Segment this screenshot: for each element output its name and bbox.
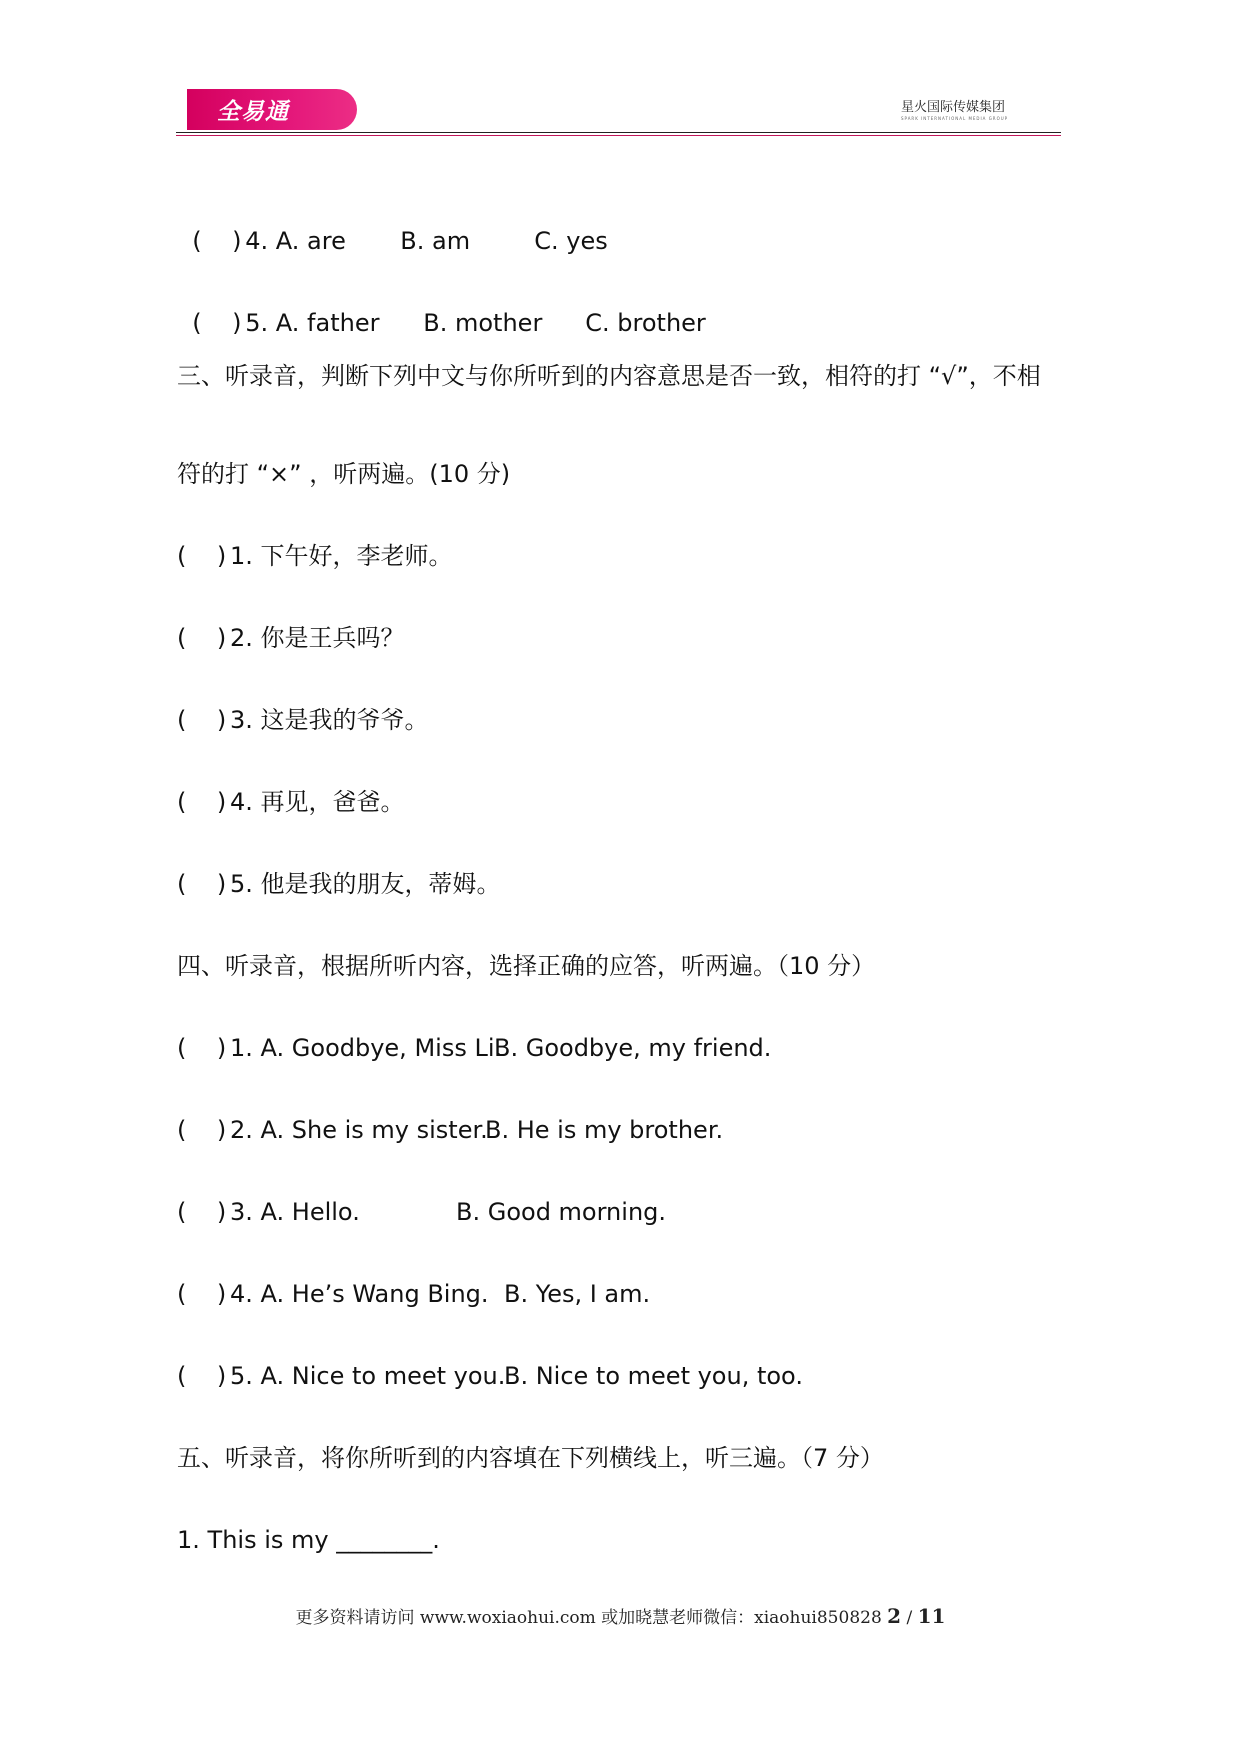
list-item (177, 1279, 650, 1309)
option-a: 2. A. She is my sister. (230, 1116, 488, 1144)
option-b: B. mother (423, 309, 543, 337)
item-text: 3. 这是我的爷爷。 (230, 706, 429, 734)
list-item (177, 705, 429, 735)
answer-blank[interactable]: ( ) (177, 1034, 227, 1062)
brand-subtitle: SPARK INTERNATIONAL MEDIA GROUP (901, 116, 1009, 121)
question-line (177, 278, 706, 338)
list-item (177, 541, 453, 571)
list-item (177, 1197, 666, 1227)
section-3-heading-cont: 符的打 “×” ，听两遍。(10 分) (177, 460, 511, 488)
section-4-heading: 四、听录音，根据所听内容，选择正确的应答，听两遍。（10 分） (177, 952, 876, 980)
item-text: 1. 下午好，李老师。 (230, 542, 453, 570)
option-b: B. Good morning. (456, 1198, 667, 1226)
section-5-heading: 五、听录音，将你所听到的内容填在下列横线上，听三遍。（7 分） (177, 1444, 884, 1472)
header-divider-accent (176, 135, 1061, 136)
item-text: 5. 他是我的朋友，蒂姆。 (230, 870, 501, 898)
answer-blank[interactable]: ( ) (177, 1116, 227, 1144)
page-separator: / (901, 1608, 918, 1628)
answer-blank[interactable]: ( ) (177, 542, 227, 570)
list-item (177, 1115, 723, 1145)
option-a: 5. A. Nice to meet you. (230, 1362, 506, 1390)
option-b: B. am (400, 227, 471, 255)
option-a: 4. A. He’s Wang Bing. (230, 1280, 489, 1308)
option-b: B. He is my brother. (485, 1116, 724, 1144)
option-a: 4. A. are (245, 227, 346, 255)
option-c: C. yes (534, 227, 608, 255)
option-b: B. Nice to meet you, too. (504, 1362, 803, 1390)
logo-text: 全易通 (217, 98, 289, 125)
publisher-brand (901, 96, 1031, 121)
answer-blank[interactable]: ( ) (192, 227, 242, 255)
option-b: B. Yes, I am. (504, 1280, 651, 1308)
list-item (177, 1033, 771, 1063)
brand-name: 星火国际传媒集团 (901, 100, 1006, 115)
list-item (177, 787, 405, 817)
option-a: 5. A. father (245, 309, 380, 337)
answer-blank[interactable]: ( ) (177, 1198, 227, 1226)
page-number: 2 (887, 1604, 902, 1628)
brand-logo (187, 89, 357, 130)
item-text: 2. 你是王兵吗？ (230, 624, 405, 652)
option-b: B. Goodbye, my friend. (494, 1034, 772, 1062)
answer-blank[interactable]: ( ) (177, 870, 227, 898)
answer-blank[interactable]: ( ) (177, 1362, 227, 1390)
page-footer (0, 1603, 1241, 1628)
option-c: C. brother (585, 309, 706, 337)
list-item (177, 1361, 803, 1391)
footer-text: 更多资料请访问 www.woxiaohui.com 或加晓慧老师微信：xiaohui850828 (295, 1608, 888, 1628)
list-item (177, 623, 405, 653)
answer-blank[interactable]: ( ) (177, 706, 227, 734)
answer-blank[interactable]: ( ) (177, 624, 227, 652)
section-3-heading: 三、听录音，判断下列中文与你所听到的内容意思是否一致，相符的打 “√”，不相 (177, 362, 1041, 390)
option-a: 1. A. Goodbye, Miss Li. (230, 1034, 503, 1062)
list-item (177, 869, 501, 899)
answer-blank[interactable]: ( ) (177, 788, 227, 816)
fill-blank-item[interactable]: 1. This is my ________. (177, 1526, 440, 1554)
answer-blank[interactable]: ( ) (192, 309, 242, 337)
header-divider (176, 132, 1061, 133)
question-line (177, 196, 608, 256)
option-a: 3. A. Hello. (230, 1198, 360, 1226)
page-total: 11 (917, 1604, 946, 1628)
answer-blank[interactable]: ( ) (177, 1280, 227, 1308)
item-text: 4. 再见，爸爸。 (230, 788, 405, 816)
